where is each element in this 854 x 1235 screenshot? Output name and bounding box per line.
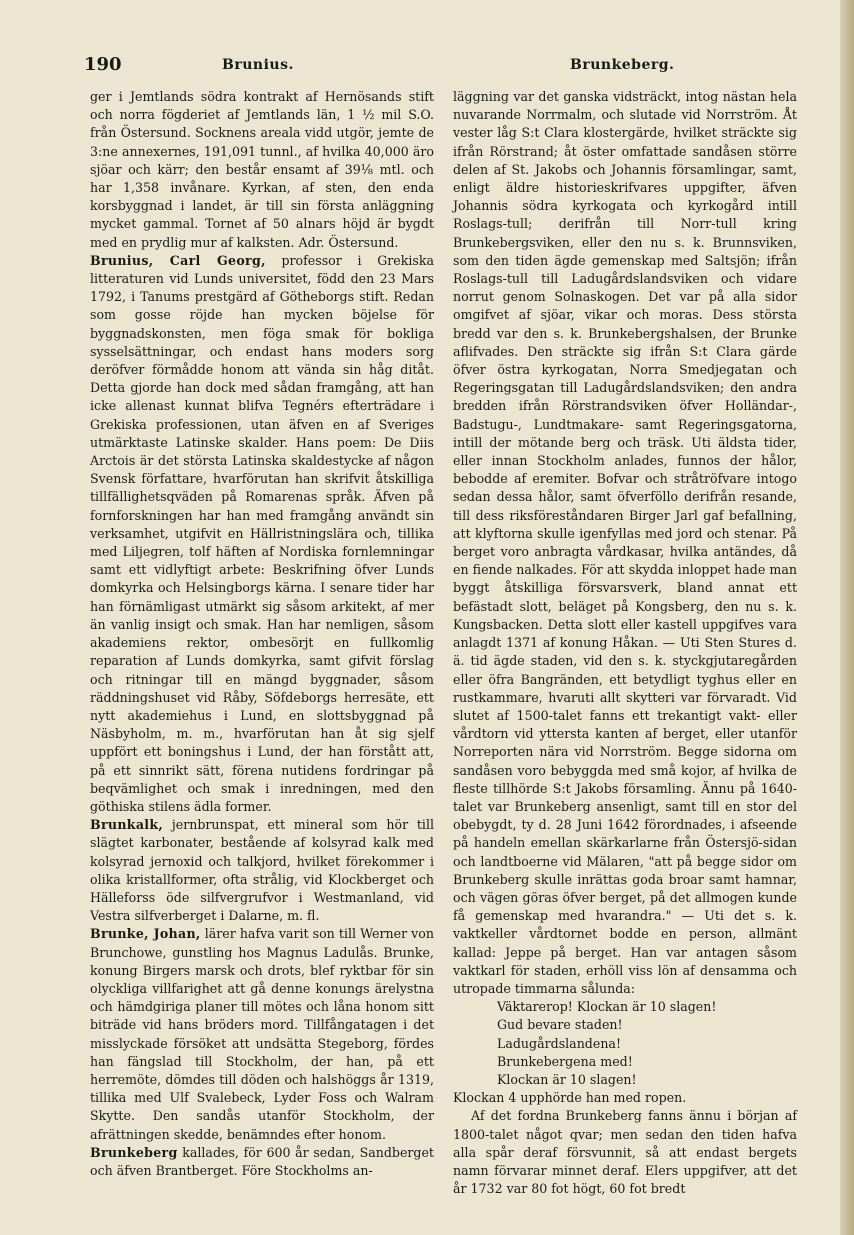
verse-line: Väktarerop! Klockan är 10 slagen! [497, 999, 717, 1015]
page-edge [840, 0, 854, 1235]
page-header [84, 54, 818, 80]
entry-brunkeberg [90, 1144, 434, 1180]
entry-headword: Brunkeberg [90, 1144, 178, 1160]
paragraph: Klockan 4 upphörde han med ropen. [453, 1090, 687, 1106]
watchman-verse [453, 998, 797, 1089]
running-head-left: Brunius. [222, 57, 294, 73]
entry-headword: Brunius, Carl Georg, [90, 252, 266, 268]
entry-continuation: ger i Jemtlands södra kontrakt af Hernösands stift och norra fögderiet af Jemtlands län, 1 ½ mil S.O. från Östersund. Socknens areala vidd utgör, jemte de 3:ne annexernes, 191,091 tunnl., af hvilka 40,000 äro sjöar och kärr; den består ensamt af 39⅛ mtl. och har 1,358 invånare. Kyrkan, af sten, den enda korsbyggnad i landet, är till sin första anläggning mycket gammal. Tornet af 50 alnars höjd är bygdt med en prydlig mur af kalksten. Adr. Östersund. [90, 89, 434, 250]
verse-line: Ladugårdslandena! [497, 1035, 622, 1051]
entry-body: professor i Grekiska litteraturen vid Lunds universitet, född den 23 Mars 1792, i Tanums prestgärd af Götheborgs stift. Redan som gosse röjde han mycken böjelse för byggnadskonsten, men föga smak för bokliga sysselsättningar, och endast hans moders sorg deröfver förmådde honom att vända sin håg ditåt. Detta gjorde han dock med sådan framgång, att han icke allenast kunnat blifva Tegnérs efterträdare i Grekiska professionen, utan äfven en af Sveriges utmärktaste Latinske skalder. Hans poem: De Diis Arctois är det största Latinska skaldestycke af någon Svensk författare, hvarförutan han skrifvit åtskilliga tillfällighetsqväden på Romarenas språk. Äfven på fornforskningen har han med framgång användt sin verksamhet, utgifvit en Hällristningslära och, tillika med Liljegren, tolf häften af Nordiska fornlemningar samt ett vidlyftigt arbete: Beskrifning öfver Lunds domkyrka och Helsingborgs kärna. I senare tider har han förnämligast utmärkt sig såsom arkitekt, af mer än vanlig insigt och smak. Han har nemligen, såsom akademiens rektor, ombesörjt en fullkomlig reparation af Lunds domkyrka, samt gifvit förslag och ritningar till en mängd byggnader, såsom räddningshuset vid Råby, Söfdeborgs herresäte, ett nytt akademiehus i Lund, en slottsbyggnad på Näsbyholm, m. m., hvarförutan han åt sig sjelf uppfört ett boningshus i Lund, der han förstått att, på ett sinnrikt sätt, förena nutidens fordringar på beqvämlighet och smak i inredningen, med den göthiska stilens ädla former. [90, 252, 434, 814]
paragraph: Af det fordna Brunkeberg fanns ännu i början af 1800-talet något qvar; men sedan den tiden hafva alla spår deraf försvunnit, så att endast bergets namn förvarar minnet deraf. Elers uppgifver, att det år 1732 var 80 fot högt, 60 fot bredt [453, 1108, 797, 1197]
entry-brunke [90, 925, 434, 1143]
entry-body: jernbrunspat, ett mineral som hör till slägtet karbonater, bestående af kolsyrad kalk med kolsyrad jernoxid och talkjord, hvilket förekommer i olika kristallformer, ofta strålig, vid Klockberget och Hälleforss öde silfvergrufvor i Westmanland, vid Vestra silfverberget i Dalarne, m. fl. [90, 817, 434, 924]
running-head-right: Brunkeberg. [570, 57, 675, 73]
entry-headword: Brunke, Johan, [90, 926, 201, 942]
entry-brunkalk [90, 816, 434, 925]
page-number: 190 [84, 54, 122, 75]
entry-headword: Brunkalk, [90, 817, 164, 833]
entry-body: lärer hafva varit son till Werner von Brunchowe, gunstling hos Magnus Ladulås. Brunke, konung Birgers marsk och drots, blef ryktbar för sin olyckliga villfarighet att gå denne konungs ärelystna och hämdgiriga planer till mötes och låna honom sitt biträde vid hans bröders mord. Tillfångatagen i det misslyckade försöket att undsätta Stegeborg, fördes han fängslad till Stockholm, der han, på ett herremöte, dömdes till döden och halshöggs år 1319, tillika med Ulf Svalebeck, Lyder Foss och Walram Skytte. Den sandås utanför Stockholm, der afrättningen skedde, benämndes efter honom. [90, 926, 434, 1142]
verse-line: Brunkebergena med! [497, 1053, 633, 1069]
verse-line: Klockan är 10 slagen! [497, 1071, 637, 1087]
entry-continuation: läggning var det ganska vidsträckt, intog nästan hela nuvarande Norrmalm, och slutade vid Norrström. Åt vester låg S:t Clara klostergärde, hvilket sträckte sig ifrån Rörstrand; åt öster omfattade sandåsen större delen af St. Jakobs och Johannis församlingar, samt, enligt äldre historieskrifvares uppgifter, äfven Johannis södra kyrkogata och kyrkogård intill Roslags-tull; derifrån till Norr-tull kring Brunkebergsviken, eller den nu s. k. Brunnsviken, som den tiden ägde gemenskap med Saltsjön; ifrån Roslags-tull till Ladugårdslandsviken och vidare norrut genom Solnaskogen. Det var på alla sidor omgifvet af sjöar, vikar och moras. Dess största bredd var den s. k. Brunkebergshalsen, der Brunke aflifvades. Den sträckte sig ifrån S:t Clara gärde öfver östra kyrkogatan, Norra Smedjegatan och Regeringsgatan till Ladugårdslandsviken; den andra bredden ifrån Rörstrandsviken öfver Holländar-, Badstugu-, Lundtmakare- samt Regeringsgatorna, intill der mötande berg och träsk. Uti äldsta tider, eller innan Stockholm anlades, funnos der hålor, bebodde af eremiter. Bofvar och stråtröfvare intogo sedan dessa hålor, samt öfverföllo derifrån resande, till dess riksföreståndaren Birger Jarl gaf befallning, att klyftorna skulle igenfyllas med jord och stenar. På berget voro anbragta vårdkasar, hvilka antändes, då en fiende nalkades. För att skydda inloppet hade man byggt åtskilliga försvarsverk, bland annat ett befästadt slott, beläget på Kongsberg, den nu s. k. Kungsbacken. Detta slott eller kastell uppgifves vara anlagdt 1371 af konung Håkan. — Uti Sten Stures d. ä. tid ägde staden, vid den s. k. styckgjutaregården eller öfra Bangränden, ett betydligt tyghus eller en rustkammare, hvaruti allt skytteri var förvaradt. Vid slutet af 1500-talet fanns ett trekantigt vakt- eller vårdtorn vid yttersta kanten af berget, eller utanför Norreporten nära vid Norrström. Begge sidorna om sandåsen voro bebyggda med små kojor, af hvilka de fleste tillhörde S:t Jakobs församling. Ännu på 1640-talet var Brunkeberg ansenligt, samt till en stor del obebygdt, ty d. 28 Juni 1642 förordnades, i afseende på handeln emellan skärkarlarne från Östersjö-sidan och landtboerne vid Mälaren, "att på begge sidor om Brunkeberg skulle inrättas goda broar samt hamnar, och vägen göras öfver berget, på det allmogen kunde få gemenskap med hvarandra." — Uti det s. k. vaktkeller vårdtornet bodde en person, allmänt kallad: Jeppe på berget. Han var antagen såsom vaktkarl för staden, erhöll viss lön af densamma och utropade timmarna sålunda: [453, 89, 797, 996]
entry-brunius [90, 252, 434, 816]
left-column [90, 88, 434, 1180]
right-column [453, 88, 797, 1198]
entry-body: kallades, för 600 år sedan, Sandberget och äfven Brantberget. Före Stockholms an- [90, 1144, 434, 1178]
verse-line: Gud bevare staden! [497, 1017, 623, 1033]
